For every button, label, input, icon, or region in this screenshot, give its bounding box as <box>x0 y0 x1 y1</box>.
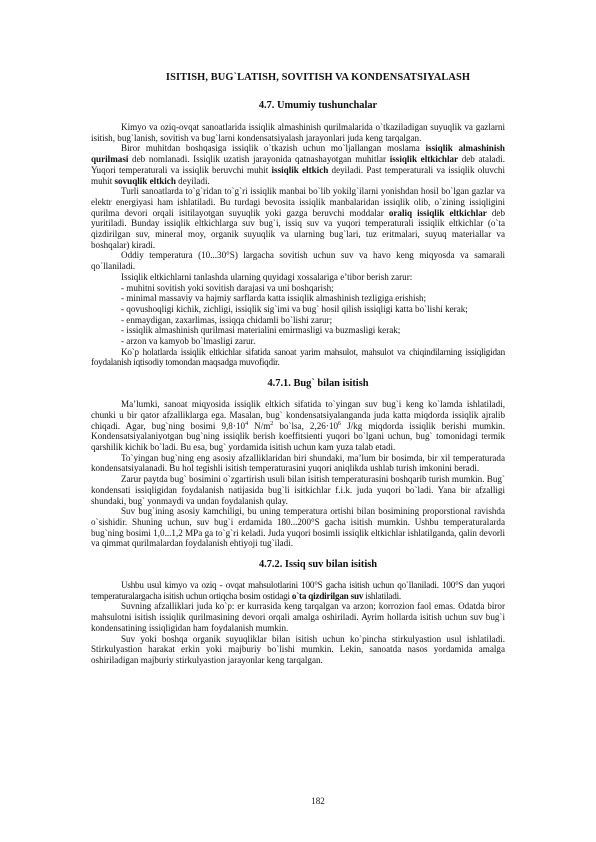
section-title: 4.7. Umumiy tushunchalar <box>258 100 378 111</box>
hot-water-paragraph-1 <box>91 580 505 601</box>
properties-list <box>91 283 505 347</box>
text-run: deyiladi. Past temperaturali va issiqlik oluvchi muhit <box>91 164 506 186</box>
text-run: Ushbu usul kimyo va oziq - ovqat mahsulotlarini 100°S gacha isitish uchun qo`llaniladi. 100°S dan yuqori temperaturalargacha isitish uchun ortiqcha bosim ostidagi <box>91 580 505 601</box>
subsection-title-steam: 4.7.1. Bug` bilan isitish <box>267 378 369 390</box>
steam-paragraph-1 <box>91 399 505 453</box>
term-heat-carrier: issiqlik eltkich <box>271 164 329 175</box>
chapter-title: ISITISH, BUG`LATISH, SOVITISH VA KONDENSATSIYALASH <box>165 72 471 83</box>
list-item: - muhitni sovitish yoki sovitish darajasi va uni boshqarish; <box>121 282 334 293</box>
text-run: Ma’lumki, sanoat miqyosida issiqlik eltkich sifatida to`yingan suv bug`i keng ko`lamda ishlatiladi, chunki u bir qator afzalliklarga ega. Masalan, bug` kondensatsiyalanganda juda katta miqdorda issiqlik ajralib chiqadi. Agar, bug`ning bosimi 9,8⋅10 <box>91 399 505 431</box>
text-run: deb yuritiladi. Bunday issiqlik eltkichlarga suv bug`i, issiq suv va yuqori temperaturali issiqlik eltkichlar (o`ta qizdirilgan suv, mineral moy, organik suyuqlik va ularning bug`lari, tuz eritmalari, suyuq materiallar va boshqalar) kiradi. <box>91 207 506 250</box>
steam-paragraph-3: Zarur paytda bug` bosimini o`zgartirish usuli bilan isitish temperaturasini boshqarib turish mumkin. Bug` kondensati issiqligidan foydalanish natijasida bug`li isitkichlar f.i.k. juda yuqori bo`ladi. Yana bir afzalligi shundaki, bug` yonmaydi va undan foydalanish qulay. <box>91 474 505 506</box>
steam-paragraph-2: To`yingan bug`ning eng asosiy afzalliklaridan biri shundaki, ma’lum bir bosimda, bir xil temperaturada kondensatsiyalanadi. Bu hol tegishli isitish temperaturasini yuqori aniqlikda ushlab turish imkonini beradi. <box>91 452 505 474</box>
exponent: 2 <box>270 420 274 427</box>
intro-paragraph-4: Oddiy temperatura (10...30°S) largacha sovitish uchun suv va havo keng miqyosda va samarali qo`llaniladi. <box>91 250 505 272</box>
intro-paragraph-3 <box>91 186 505 250</box>
page-number: 182 <box>311 796 325 806</box>
text-run: ishlatiladi. <box>363 590 401 601</box>
subsection-title-hot-water: 4.7.2. Issiq suv bilan isitish <box>258 559 378 571</box>
intro-paragraph-6: Ko`p holatlarda issiqlik eltkichlar sifatida sanoat yarim mahsulot, mahsulot va chiqindilarning issiqligidan foydalanish iqtisodiy tomondan maqsadga muvofiqdir. <box>91 346 505 368</box>
text-run: Turli sanoatlarda to`g`ridan to`g`ri issiqlik manbai bo`lib yokilg`ilarni yonishdan hosil bo`lgan gazlar va elektr energiyasi ham ishlatiladi. Bu turdagi bevosita issiqlik manbalaridan issiqlik olib, o`zining issiqligini qurilma devori orqali isitilayotgan suyuqlik yoki gazga beruvchi moddalar <box>91 186 505 218</box>
text-run: bo`lsa, 2,26⋅10 <box>273 420 339 431</box>
term-superheated-water: o`ta qizdirilgan suv <box>291 590 364 601</box>
exponent: 6 <box>338 420 342 427</box>
intro-paragraph-1: Kimyo va oziq-ovqat sanoatlarida issiqlik almashinish qurilmalarida o`tkaziladigan suyuqlik va gazlarni isitish, bug`lanish, sovitish va bug`larni kondensatsiyalash jarayonlari juda keng tarqalgan. <box>91 122 505 143</box>
term-intermediate-carriers: oraliq issiqlik eltkichlar <box>388 207 487 218</box>
text-run: deyiladi. <box>175 175 210 186</box>
list-item: - enmaydigan, zaxarlimas, issiqqa chidamli bo`lishi zarur; <box>121 314 333 325</box>
list-item: - minimal massaviy va hajmiy sarflarda katta issiqlik almashinish tezligiga erishish; <box>121 293 427 304</box>
text-run: deb ataladi. Yuqori temperaturali va issiqlik beruvchi muhit <box>91 154 506 175</box>
text-run: deb nomlanadi. Issiqlik uzatish jarayonida qatnashayotgan muhitlar <box>128 154 390 165</box>
hot-water-paragraph-2: Suvning afzalliklari juda ko`p: er kurrasida keng tarqalgan va arzon; korrozion faol emas. Odatda biror mahsulotni isitish issiqlik qurilmasining devori orqali amalga oshiriladi. Ayrim hollarda isitish uchun suv bug`i kondensatining issiqligidan ham foydalanish mumkin. <box>91 601 505 633</box>
intro-paragraph-5: Issiqlik eltkichlarni tanlashda ularning quyidagi xossalariga e’tibor berish zarur: <box>121 271 413 282</box>
list-item: - arzon va kamyob bo`lmasligi zarur. <box>121 336 256 347</box>
list-item: - issiqlik almashinish qurilmasi materialini emirmasligi va buzmasligi kerak; <box>121 325 401 336</box>
steam-paragraph-4: Suv bug`ining asosiy kamchiligi, bu uning temperatura ortishi bilan bosimining proporstional ravishda o`sishidir. Shuning uchun, suv bug`i erdamida 180...200°S gacha isitish mumkin. Ushbu temperaturalarda bug`ning bosimi 1,0...1,2 MPa ga to`g`ri keladi. Juda yuqori bosimli issiqlik eltkichlar ishlatilganda, qalin devorli va qimmat qurilmalardan foydalanish ehtiyoji tug`iladi. <box>91 506 505 549</box>
text-run: N/m <box>248 420 271 431</box>
text-run: J/kg miqdorda issiqlik berishi mumkin. Kondensatsiyalaniyotgan bug`ning issiqlik berish koeffitsienti yuqori bo`lgani uchun, bug` tomonidagi termik qarshilik kichik bo`ladi. Bu esa, bug` yordamida isitish uchun kam yuza talab etadi. <box>91 420 505 452</box>
exponent: 4 <box>245 420 249 427</box>
list-item: - qovushoqligi kichik, zichligi, issiqlik sig`imi va bug` hosil qilish issiqligi katta bo`lishi kerak; <box>121 303 468 314</box>
term-heat-carriers: issiqlik eltkichlar <box>389 154 459 165</box>
intro-paragraph-2 <box>91 143 505 186</box>
term-heat-exchanger: issiqlik almashinish qurilmasi <box>91 143 505 165</box>
text-run: Biror muhitdan boshqasiga issiqlik o`tkazish uchun mo`ljallangan moslama <box>121 143 426 154</box>
term-cold-carrier: sovuqlik eltkich <box>114 175 176 186</box>
hot-water-paragraph-3: Suv yoki boshqa organik suyuqliklar bilan isitish uchun ko`pincha stirkulyastion usul ishlatiladi. Stirkulyastion harakat erkin yoki majburiy bo`lishi mumkin. Lekin, sanoatda nasos yordamida amalga oshiriladigan majburiy stirkulyastion jarayonlar keng tarqalgan. <box>91 633 505 665</box>
